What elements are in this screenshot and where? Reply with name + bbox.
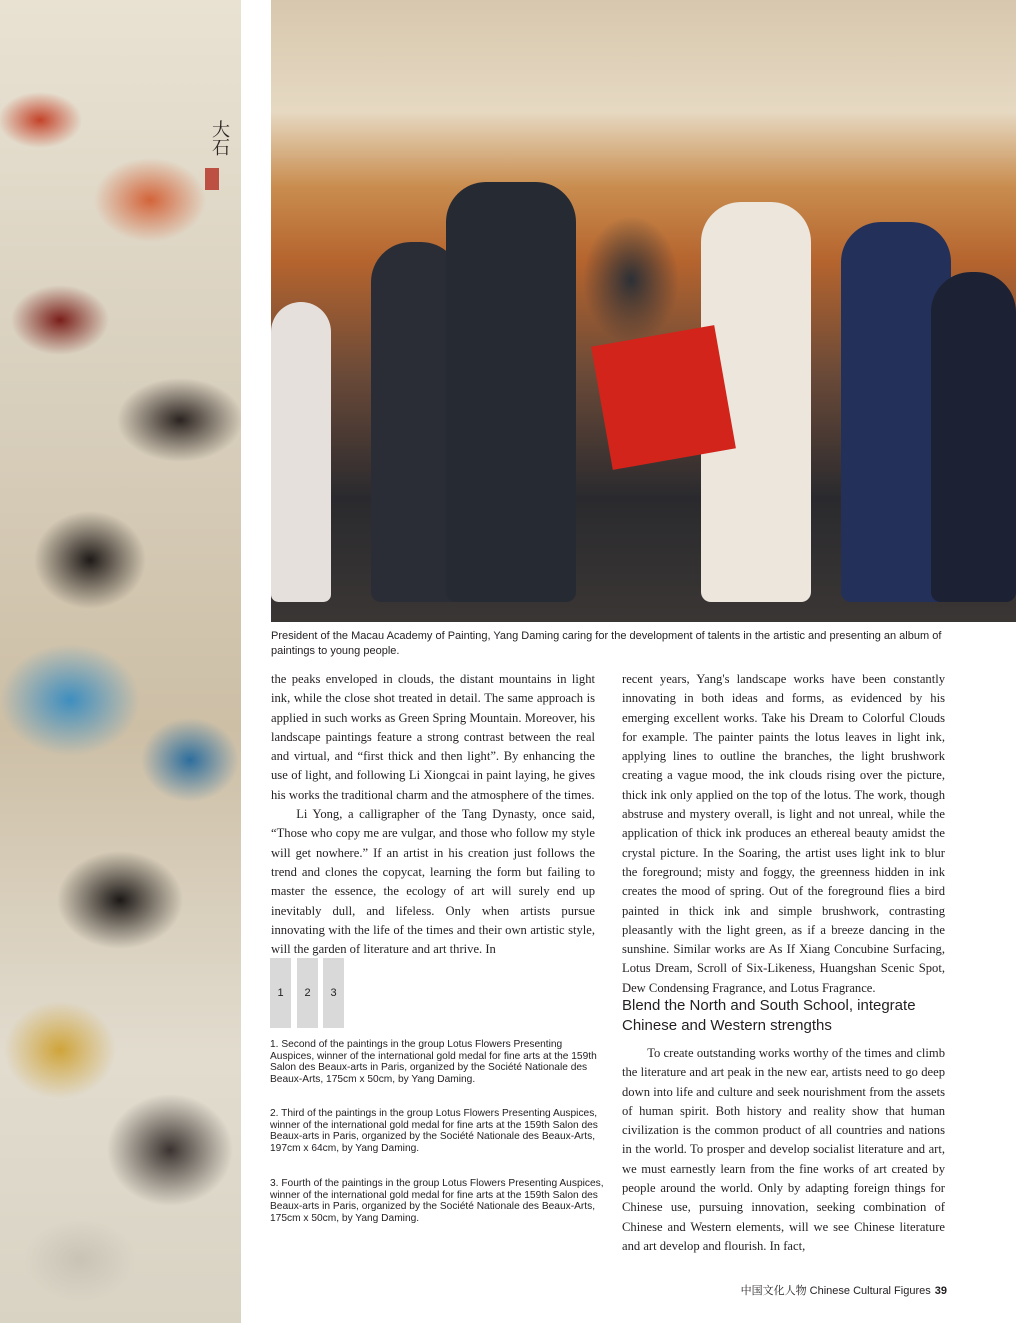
paragraph: To create outstanding works worthy of the times and climb the literature and art peak in the new ear, artists need to go deep down into life and culture and seek nourishment from the assets of human spirit. Both history and reality show that human civilization is the common product of all countries and nations in the world. To prosper and develop socialist literature and art, we must earnestly learn from the fine works of art created by people around the world. Only by adapting foreign things for Chinese use, pursuing innovation, seeking combination of Chinese and Western elements, will we see Chinese literature and art develop and flourish. In fact, [622, 1046, 945, 1253]
thumbnail-1: 1 [270, 958, 291, 1028]
person-silhouette [931, 272, 1016, 602]
page-number: 39 [934, 1285, 947, 1297]
publication-title: 中国文化人物 Chinese Cultural Figures [740, 1285, 931, 1297]
person-silhouette [271, 302, 331, 602]
red-gift-box [591, 325, 736, 470]
body-column-1 [271, 670, 595, 959]
figure-note-1: 1. Second of the paintings in the group Lotus Flowers Presenting Auspices, winner of the international gold medal for fine arts at the 159th Salon des Beaux-arts in Paris, organized by the Société Nationale des Beaux-Arts, 175cm x 50cm, by Yang Daming. [270, 1039, 597, 1085]
body-column-2-continued [622, 1044, 945, 1256]
photo-caption: President of the Macau Academy of Painting, Yang Daming caring for the development of talents in the artistic and presenting an album of paintings to young people. [271, 630, 942, 657]
page-footer [727, 1282, 947, 1298]
paragraph: Li Yong, a calligrapher of the Tang Dynasty, once said, “Those who copy me are vulgar, and those who follow my style will get nowhere.” If an artist in his creation just follows the trend and clones the copycat, learning the form but failing to master the essence, the ecology of art will surely end up inevitably dull, and lifeless. Only when artists pursue innovating with the life of the times and their own artistic style, will the garden of literature and art thrive. In [271, 807, 595, 957]
paragraph: recent years, Yang's landscape works have been constantly innovating in both ideas and forms, as evidenced by his emerging excellent works. Take his Dream to Colorful Clouds for example. The painter paints the lotus leaves in light ink, applying lines to outline the branches, the light brushwork creating a vague mood, the ink clouds rising over the picture, thick ink only applied on the top of the lotus. The work, though abstruse and mystery overall, is light and not unreal, while the application of thick ink produces an ethereal beauty amidst the crystal picture. In the Soaring, the artist uses light ink to blur the foreground; misty and foggy, the greenness hidden in ink creates the mood of spring. Out of the foreground flies a bird painted in thick ink and simple brushwork, contrasting pleasantly with the light green, as if a breeze dancing in the sunshine. Similar works are As If Xiang Concubine Surfacing, Lotus Dream, Scroll of Six-Likeness, Huangshan Scenic Spot, Dew Condensing Fragrance, and Lotus Fragrance. [622, 672, 945, 995]
group-photo [271, 0, 1016, 622]
painting-signature: 大石 [210, 120, 230, 156]
figure-note-3: 3. Fourth of the paintings in the group Lotus Flowers Presenting Auspices, winner of the international gold medal for fine arts at the 159th Salon des Beaux-arts in Paris, organized by the Société Nationale des Beaux-Arts, 175cm x 50cm, by Yang Daming. [270, 1178, 604, 1224]
ink-landscape-painting [0, 0, 241, 1323]
section-heading: Blend the North and South School, integrate Chinese and Western strengths [622, 997, 916, 1034]
thumbnail-2: 2 [297, 958, 318, 1028]
body-column-2 [622, 670, 945, 998]
figure-note-2: 2. Third of the paintings in the group Lotus Flowers Presenting Auspices, winner of the international gold medal for fine arts at the 159th Salon des Beaux-arts in Paris, organized by the Société Nationale des Beaux-Arts, 197cm x 64cm, by Yang Daming. [270, 1108, 598, 1154]
paragraph: the peaks enveloped in clouds, the distant mountains in light ink, while the close shot treated in detail. The same approach is applied in such works as Green Spring Mountain. Moreover, his landscape paintings feature a strong contrast between the real and virtual, and “first thick and then light”. By enhancing the use of light, and following Li Xiongcai in paint laying, he gives his works the traditional charm and the atmosphere of the times. [271, 672, 595, 802]
thumbnail-3: 3 [323, 958, 344, 1028]
person-silhouette [446, 182, 576, 602]
painting-seal [205, 168, 219, 190]
